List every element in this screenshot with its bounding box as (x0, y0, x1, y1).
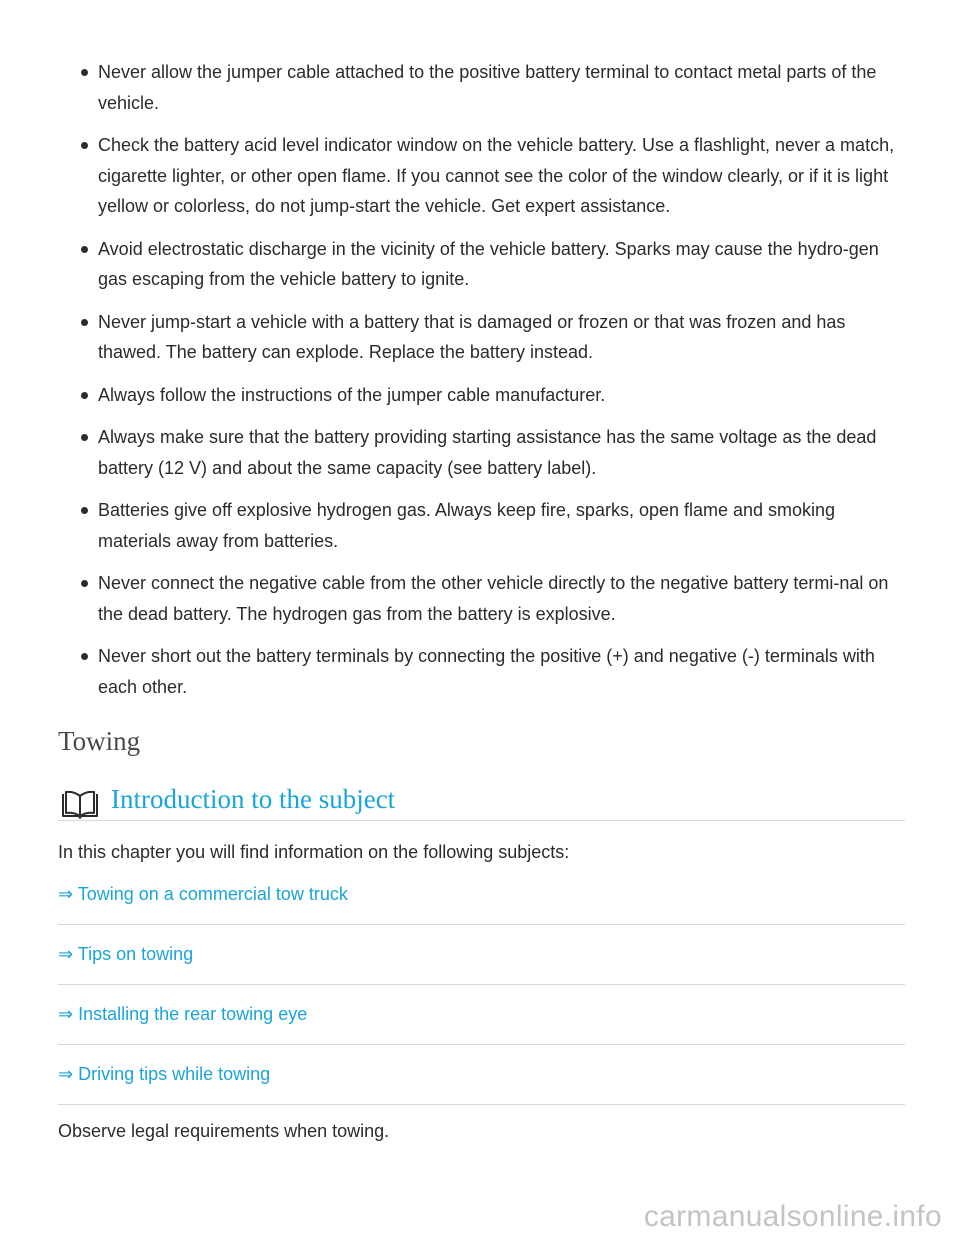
bullet-icon (81, 142, 88, 149)
link-driving-tips-while-towing[interactable]: ⇒ Driving tips while towing (58, 1064, 271, 1084)
warning-text: Check the battery acid level indicator window on the vehicle battery. Use a flashlight, never a match, cigarette lighter, or other open flame. If you cannot see the color of the window clearly, or if it is light yellow or colorless, do not jump-start the vehicle. Get expert assistance. (98, 135, 895, 216)
warning-item (58, 495, 905, 556)
warning-text: Never jump-start a vehicle with a battery that is damaged or frozen or that was frozen and has thawed. The battery can explode. Replace the battery instead. (98, 311, 846, 362)
link-towing-commercial-tow-truck[interactable]: ⇒ Towing on a commercial tow truck (58, 884, 348, 904)
warning-text: Never short out the battery terminals by connecting the positive (+) and negative (-) terminals with each other. (98, 646, 875, 697)
bullet-icon (81, 246, 88, 253)
bullet-icon (81, 434, 88, 441)
intro-title: Introduction to the subject (111, 784, 396, 814)
warning-item (58, 641, 905, 702)
warning-list (58, 57, 905, 714)
link-installing-rear-towing-eye[interactable]: ⇒ Installing the rear towing eye (58, 1004, 308, 1024)
bullet-icon (81, 507, 88, 514)
bullet-icon (81, 580, 88, 587)
bullet-icon (81, 69, 88, 76)
subject-links (58, 865, 905, 1105)
link-row (58, 1045, 905, 1105)
bullet-icon (81, 319, 88, 326)
warning-text: Never allow the jumper cable attached to the positive battery terminal to contact metal parts of the vehicle. (98, 62, 877, 113)
warning-text: Always follow the instructions of the jumper cable manufacturer. (98, 384, 606, 405)
intro-text: In this chapter you will find information on the following subjects: (58, 842, 570, 862)
link-row (58, 925, 905, 985)
warning-text: Never connect the negative cable from the other vehicle directly to the negative battery termi-nal on the dead battery. The hydrogen gas from the battery is explosive. (98, 573, 889, 624)
warning-item (58, 130, 905, 222)
link-tips-on-towing[interactable]: ⇒ Tips on towing (58, 944, 194, 964)
warning-text: Always make sure that the battery providing starting assistance has the same voltage as the dead battery (12 V) and about the same capacity (see battery label). (98, 427, 877, 478)
warning-item (58, 422, 905, 483)
bullet-icon (81, 653, 88, 660)
warning-item (58, 380, 905, 411)
warning-text: Avoid electrostatic discharge in the vicinity of the vehicle battery. Sparks may cause the hydro-gen gas escaping from the vehicle battery to ignite. (98, 238, 879, 289)
warning-item (58, 57, 905, 118)
warning-item (58, 568, 905, 629)
warning-item (58, 234, 905, 295)
warning-item (58, 307, 905, 368)
open-book-icon (60, 790, 100, 820)
bullet-icon (81, 392, 88, 399)
intro-header (58, 782, 905, 821)
section-heading-towing: Towing (58, 726, 141, 756)
link-row (58, 865, 905, 925)
watermark: carmanualsonline.info (643, 1200, 942, 1233)
warning-text: Batteries give off explosive hydrogen gas. Always keep fire, sparks, open flame and smoking materials away from batteries. (98, 500, 836, 551)
observe-note: Observe legal requirements when towing. (58, 1121, 390, 1141)
link-row (58, 985, 905, 1045)
